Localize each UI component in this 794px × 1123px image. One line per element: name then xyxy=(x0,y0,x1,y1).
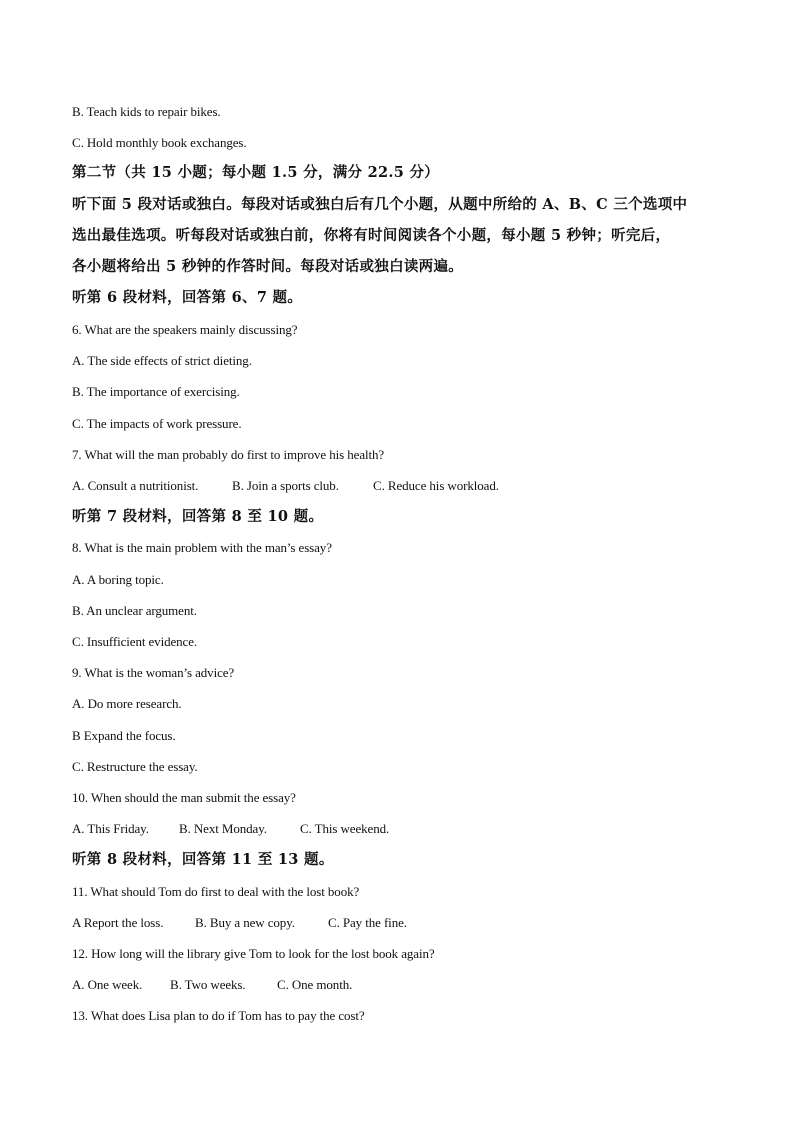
question-6-option-c: C. The impacts of work pressure. xyxy=(72,416,242,431)
question-8-option-b: B. An unclear argument. xyxy=(72,603,197,618)
question-10-option-c: C. This weekend. xyxy=(300,821,390,836)
question-13: 13. What does Lisa plan to do if Tom has to pay the cost? xyxy=(72,1008,365,1023)
question-9-option-a: A. Do more research. xyxy=(72,696,182,711)
question-7-option-c: C. Reduce his workload. xyxy=(373,478,499,493)
question-11: 11. What should Tom do first to deal with the lost book? xyxy=(72,884,360,899)
section-heading: 第二节（共 15 小题；每小题 1.5 分，满分 22.5 分） xyxy=(72,164,440,181)
question-9-option-c: C. Restructure the essay. xyxy=(72,759,198,774)
question-6-option-b: B. The importance of exercising. xyxy=(72,384,240,399)
material-8-heading: 听第 8 段材料，回答第 11 至 13 题。 xyxy=(72,851,334,868)
material-7-heading: 听第 7 段材料，回答第 8 至 10 题。 xyxy=(72,508,324,525)
question-12: 12. How long will the library give Tom to look for the lost book again? xyxy=(72,946,435,961)
question-8: 8. What is the main problem with the man’s essay? xyxy=(72,540,332,555)
section-instructions-line-2: 选出最佳选项。听每段对话或独白前，你将有时间阅读各个小题，每小题 5 秒钟；听完后， xyxy=(72,227,671,244)
question-6-option-a: A. The side effects of strict dieting. xyxy=(72,353,252,368)
question-6: 6. What are the speakers mainly discussing? xyxy=(72,322,298,337)
option-c-question-5: C. Hold monthly book exchanges. xyxy=(72,135,247,150)
question-12-option-c: C. One month. xyxy=(277,977,353,992)
question-10: 10. When should the man submit the essay? xyxy=(72,790,296,805)
question-7-option-a: A. Consult a nutritionist. xyxy=(72,478,199,493)
section-instructions-line-3: 各小题将给出 5 秒钟的作答时间。每段对话或独白读两遍。 xyxy=(72,258,464,275)
material-6-heading: 听第 6 段材料，回答第 6、7 题。 xyxy=(72,289,303,306)
question-9: 9. What is the woman’s advice? xyxy=(72,665,235,680)
question-11-option-a: A Report the loss. xyxy=(72,915,164,930)
question-12-option-a: A. One week. xyxy=(72,977,143,992)
question-8-option-c: C. Insufficient evidence. xyxy=(72,634,198,649)
question-10-option-a: A. This Friday. xyxy=(72,821,149,836)
question-8-option-a: A. A boring topic. xyxy=(72,572,164,587)
question-11-option-b: B. Buy a new copy. xyxy=(195,915,295,930)
section-instructions-line-1: 听下面 5 段对话或独白。每段对话或独白后有几个小题，从题中所给的 A、B、C 三个选项中 xyxy=(72,196,688,213)
question-7: 7. What will the man probably do first to improve his health? xyxy=(72,447,385,462)
question-10-option-b: B. Next Monday. xyxy=(179,821,267,836)
question-11-option-c: C. Pay the fine. xyxy=(328,915,407,930)
option-b-question-5: B. Teach kids to repair bikes. xyxy=(72,104,221,119)
question-12-option-b: B. Two weeks. xyxy=(170,977,246,992)
question-9-option-b: B Expand the focus. xyxy=(72,728,176,743)
question-7-option-b: B. Join a sports club. xyxy=(232,478,339,493)
